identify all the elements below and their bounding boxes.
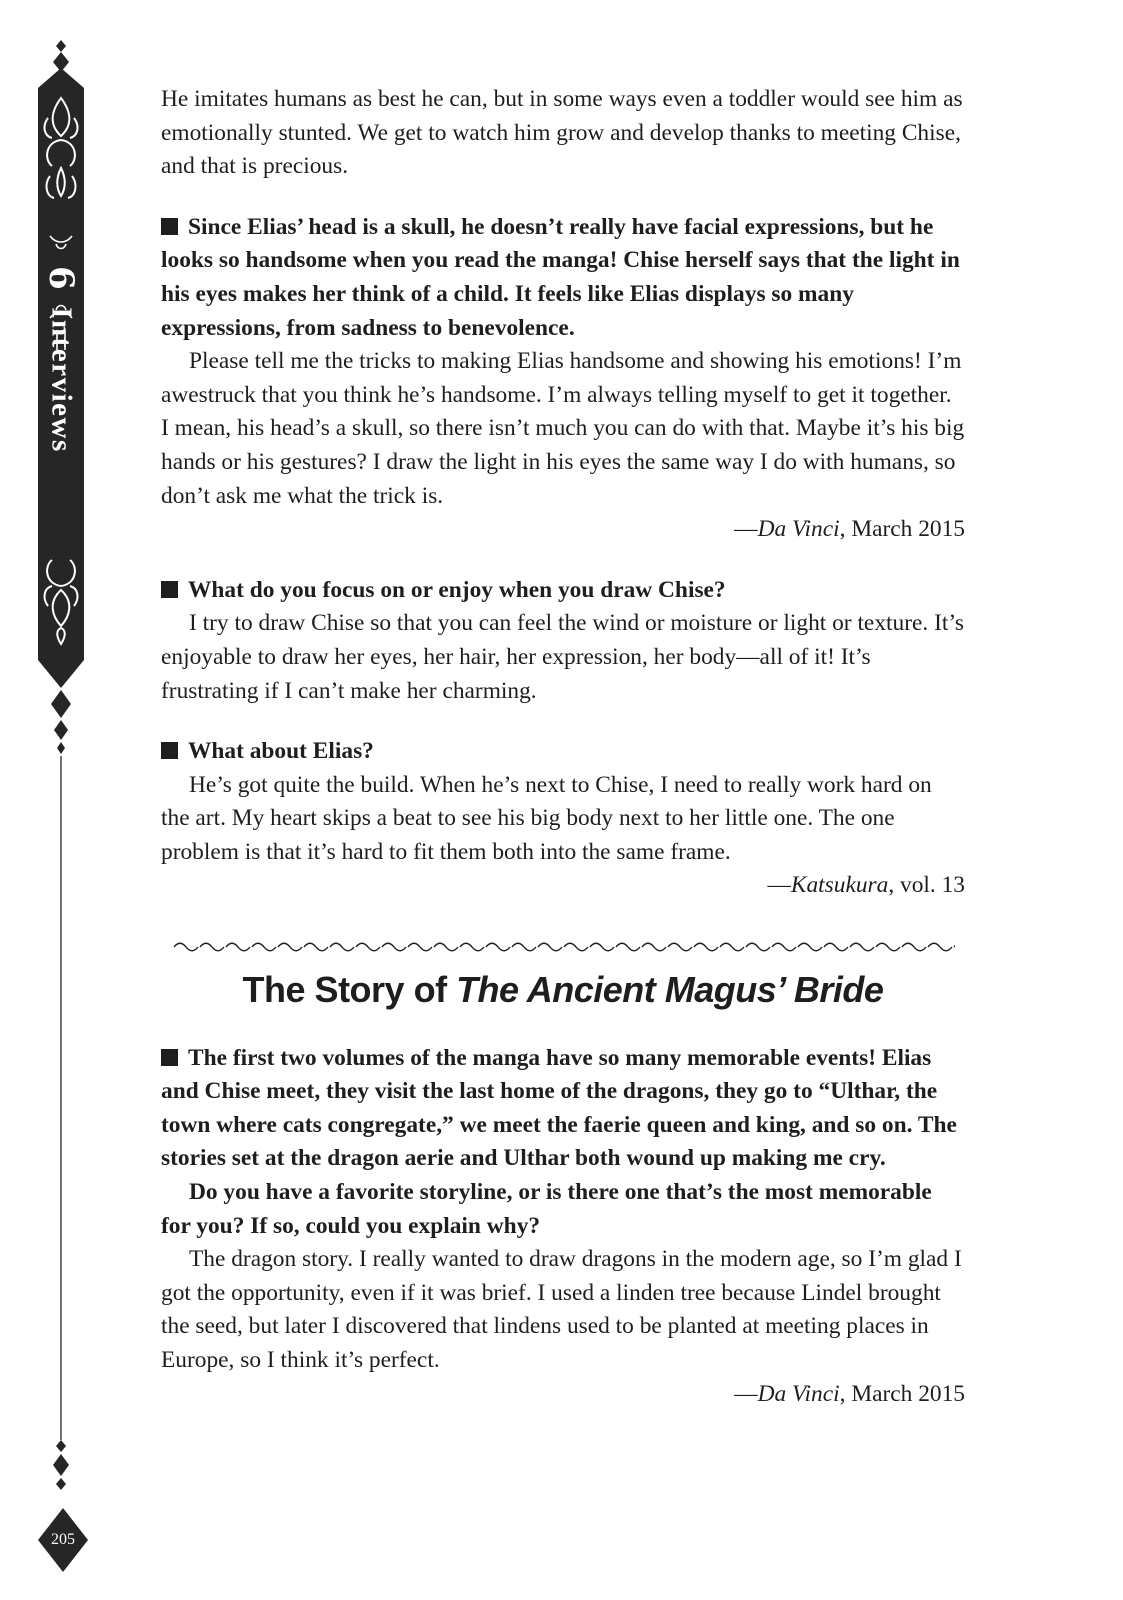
square-bullet-icon bbox=[161, 581, 178, 598]
source-publication: Katsukura bbox=[790, 872, 889, 899]
square-bullet-icon bbox=[161, 1049, 178, 1066]
question-followup: Do you have a favorite storyline, or is there one that’s the most memorable for you? If so, could you explain why? bbox=[161, 1179, 932, 1239]
intro-paragraph: He imitates humans as best he can, but in some ways even a toddler would see him as emotionally stunted. We get to watch him grow and develop thanks to meeting Chise, and that is precious. bbox=[161, 86, 963, 180]
answer: He’s got quite the build. When he’s next to Chise, I need to really work hard on the art. My heart skips a beat to see his big body next to her little one. The one problem is that it’s hard to fit them both into the same frame. bbox=[161, 771, 932, 865]
square-bullet-icon bbox=[161, 742, 178, 759]
answer: Please tell me the tricks to making Elias handsome and showing his emotions! I’m awestruck that you think he’s handsome. I’m always telling myself to get it together. I mean, his head’s a skull, so there isn’t much you can do with that. Maybe it’s his big hands or his gestures? I draw the light in his eyes the same way I do with humans, so don’t ask me what the trick is. bbox=[161, 348, 965, 509]
question-text: The first two volumes of the manga have so many memorable events! Elias and Chise meet, they visit the last home of the dragons, they go to “Ulthar, the town where cats congregate,” we meet the faerie queen and king, and so on. The stories set at the dragon aerie and Ulthar both wound up making me cry. bbox=[161, 1044, 957, 1172]
chapter-sidebar bbox=[0, 0, 110, 1600]
page-number: 205 bbox=[51, 1531, 75, 1548]
square-bullet-icon bbox=[161, 218, 178, 235]
qa-elias-expressions bbox=[161, 211, 965, 547]
answer: The dragon story. I really wanted to draw dragons in the modern age, so I’m glad I got the opportunity, even if it was brief. I used a linden tree because Lindel brought the seed, but later I discovered that lindens used to be planted at meeting places in Europe, so I think it’s perfect. bbox=[161, 1246, 962, 1373]
source-credit: —Katsukura, vol. 13 bbox=[767, 872, 965, 899]
section-heading: The Story of The Ancient Magus’ Bride bbox=[242, 968, 884, 1010]
book-title: The Ancient Magus’ Bride bbox=[456, 968, 884, 1010]
answer: I try to draw Chise so that you can feel the wind or moisture or light or texture. It’s enjoyable to draw her eyes, her hair, her expression, her body—all of it! It’s frustrating if I can’t make her charming. bbox=[161, 610, 964, 704]
source-publication: Da Vinci bbox=[757, 1380, 840, 1407]
sidebar-ornament bbox=[0, 0, 110, 1600]
question bbox=[161, 735, 965, 769]
source-credit: —Da Vinci, March 2015 bbox=[734, 516, 965, 543]
source-publication: Da Vinci bbox=[757, 516, 840, 543]
section-label: Interviews bbox=[45, 307, 78, 453]
question bbox=[161, 574, 965, 608]
question-text: What do you focus on or enjoy when you draw Chise? bbox=[188, 576, 726, 603]
article-body bbox=[161, 83, 965, 1438]
question-text: Since Elias’ head is a skull, he doesn’t really have facial expressions, but he looks so handsome when you read the manga! Chise herself says that the light in his eyes makes her think of a child. It feels like Elias displays so many expressions, from sadness to benevolence. bbox=[161, 213, 960, 341]
qa-favorite-storyline bbox=[161, 1042, 965, 1412]
qa-drawing-chise bbox=[161, 574, 965, 708]
intro-section bbox=[161, 83, 965, 184]
source-date: , March 2015 bbox=[839, 1380, 965, 1407]
question-text: What about Elias? bbox=[188, 738, 374, 765]
source-date: , March 2015 bbox=[839, 516, 965, 543]
source-date: , vol. 13 bbox=[888, 872, 965, 899]
question bbox=[161, 211, 965, 345]
question bbox=[161, 1042, 965, 1176]
source-credit: —Da Vinci, March 2015 bbox=[734, 1380, 965, 1407]
qa-drawing-elias bbox=[161, 735, 965, 903]
chapter-number: 6 bbox=[41, 266, 81, 290]
ornamental-divider bbox=[173, 930, 965, 964]
